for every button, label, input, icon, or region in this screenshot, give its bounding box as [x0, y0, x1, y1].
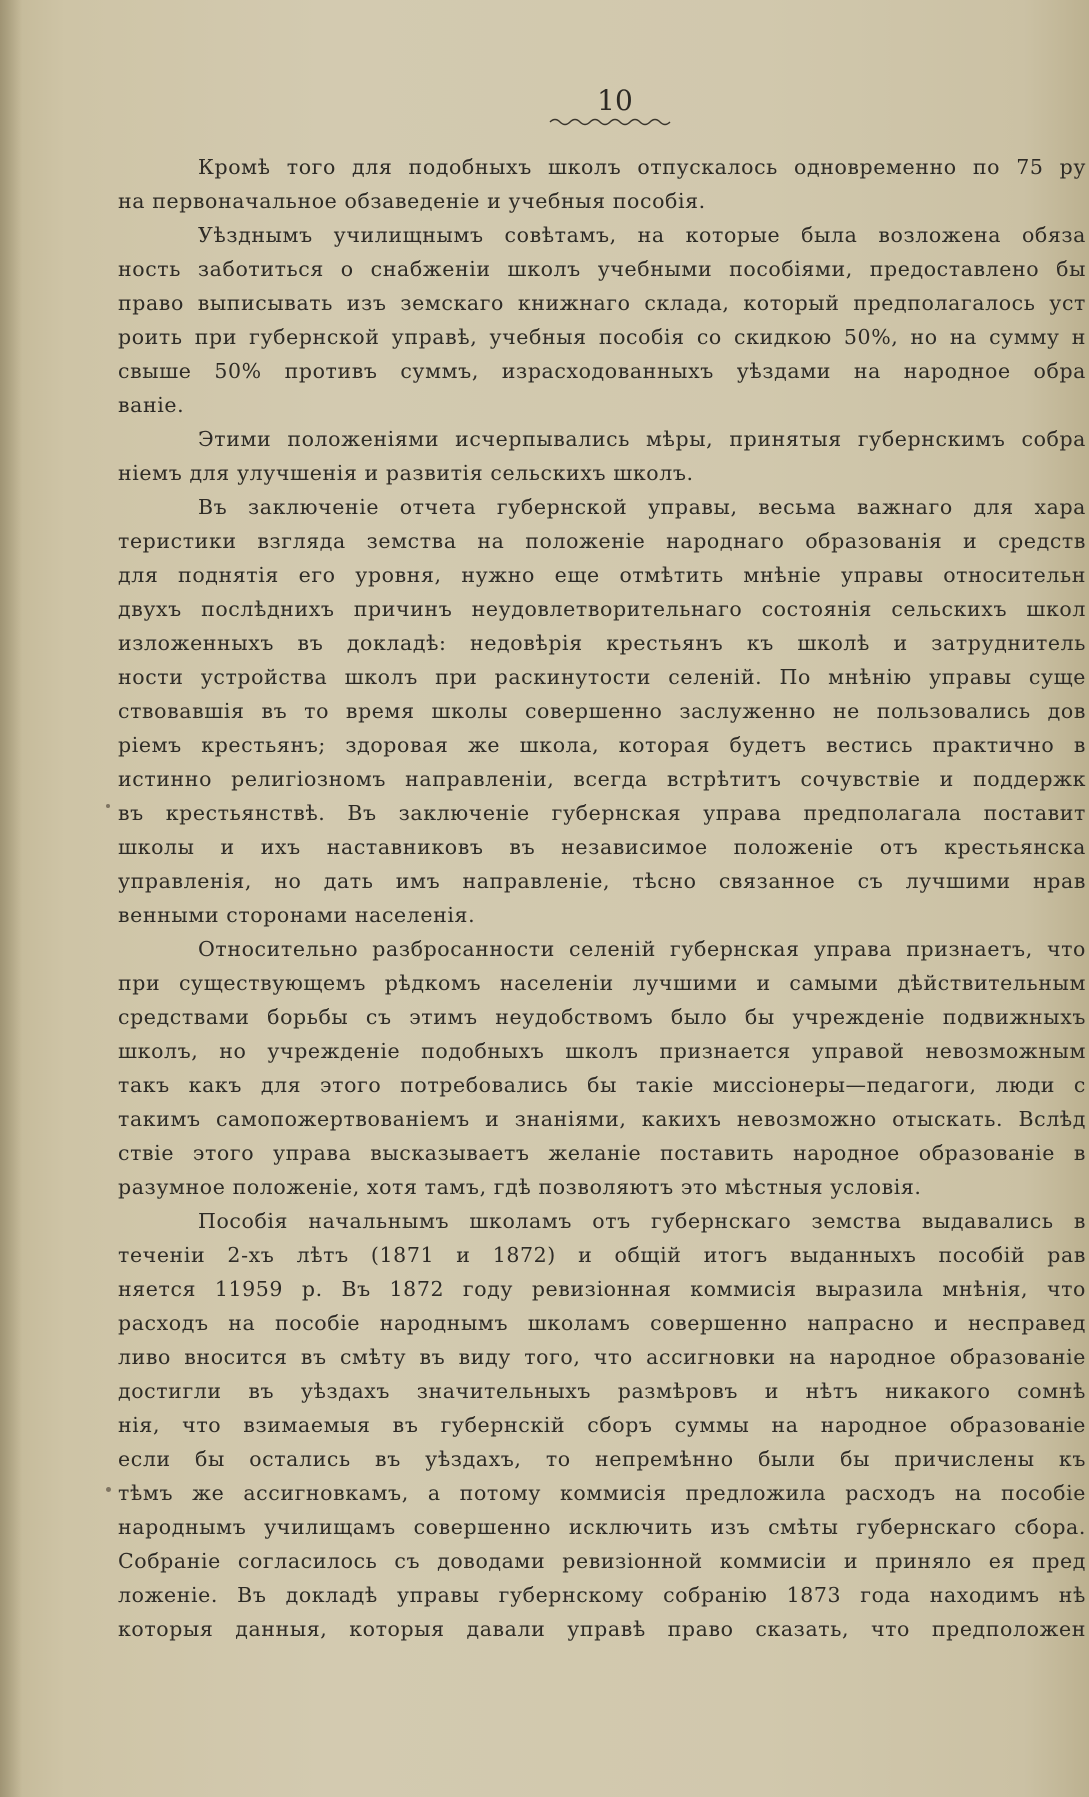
text-line: такимъ самопожертвованіемъ и знаніями, какихъ невозможно отыскать. Вслѣд: [118, 1107, 1086, 1131]
ink-speck: [106, 1487, 111, 1492]
text-line: разумное положеніе, хотя тамъ, гдѣ позволяютъ это мѣстныя условія.: [118, 1175, 922, 1199]
text-line: въ крестьянствѣ. Въ заключеніе губернская управа предполагала поставит: [118, 801, 1086, 825]
text-line: для поднятія его уровня, нужно еще отмѣтить мнѣніе управы относительн: [118, 563, 1086, 587]
text-line: ваніе.: [118, 393, 185, 417]
text-line: средствами борьбы съ этимъ неудобствомъ было бы учрежденіе подвижныхъ: [118, 1005, 1086, 1029]
text-line: расходъ на пособіе народнымъ школамъ совершенно напрасно и несправед: [118, 1311, 1086, 1335]
text-line: на первоначальное обзаведеніе и учебныя пособія.: [118, 189, 706, 213]
page-body: [118, 150, 1089, 1646]
text-line: такъ какъ для этого потребовались бы такіе миссіонеры—педагоги, люди с: [118, 1073, 1086, 1097]
text-line: ріемъ крестьянъ; здоровая же школа, которая будетъ вестись практично в: [118, 733, 1086, 757]
text-line: школъ, но учрежденіе подобныхъ школъ признается управой невозможным: [118, 1039, 1086, 1063]
text-line: если бы остались въ уѣздахъ, то непремѣнно были бы причислены къ: [118, 1447, 1086, 1471]
text-line: изложенныхъ въ докладѣ: недовѣрія крестьянъ къ школѣ и затруднитель: [118, 631, 1086, 655]
text-line: управленія, но дать имъ направленіе, тѣсно связанное съ лучшими нрав: [118, 869, 1086, 893]
text-line: двухъ послѣднихъ причинъ неудовлетворительнаго состоянія сельскихъ школ: [118, 597, 1086, 621]
text-line: которыя данныя, которыя давали управѣ право сказать, что предположен: [118, 1617, 1086, 1641]
text-line: роить при губернской управѣ, учебныя пособія со скидкою 50%, но на сумму н: [118, 325, 1086, 349]
text-line: истинно религіозномъ направленіи, всегда встрѣтитъ сочувствіе и поддержк: [118, 767, 1086, 791]
text-line: ности устройства школъ при раскинутости селеній. По мнѣнію управы суще: [118, 665, 1086, 689]
text-line: ствіе этого управа высказываетъ желаніе поставить народное образованіе в: [118, 1141, 1086, 1165]
text-line: ложеніе. Въ докладѣ управы губернскому собранію 1873 года находимъ нѣ: [118, 1583, 1086, 1607]
decorative-rule-ornament: [548, 116, 678, 126]
text-line: Относительно разбросанности селеній губернская управа признаетъ, что: [198, 937, 1086, 961]
text-line: Пособія начальнымъ школамъ отъ губернскаго земства выдавались в: [198, 1209, 1086, 1233]
text-line: свыше 50% противъ суммъ, израсходованныхъ уѣздами на народное обра: [118, 359, 1086, 383]
text-line: тѣмъ же ассигновкамъ, а потому коммисія предложила расходъ на пособіе: [118, 1481, 1086, 1505]
text-line: народнымъ училищамъ совершенно исключить изъ смѣты губернскаго сбора.: [118, 1515, 1086, 1539]
text-line: нія, что взимаемыя въ губернскій сборъ суммы на народное образованіе: [118, 1413, 1086, 1437]
text-line: венными сторонами населенія.: [118, 903, 476, 927]
text-line: Въ заключеніе отчета губернской управы, весьма важнаго для хара: [198, 495, 1086, 519]
text-line: ствовавшія въ то время школы совершенно заслуженно не пользовались дов: [118, 699, 1086, 723]
text-line: достигли въ уѣздахъ значительныхъ размѣровъ и нѣтъ никакого сомнѣ: [118, 1379, 1086, 1403]
text-line: теченіи 2-хъ лѣтъ (1871 и 1872) и общій итогъ выданныхъ пособій рав: [118, 1243, 1086, 1267]
text-line: при существующемъ рѣдкомъ населеніи лучшими и самыми дѣйствительным: [118, 971, 1086, 995]
ink-speck: [106, 804, 110, 808]
text-line: Уѣзднымъ училищнымъ совѣтамъ, на которые была возложена обяза: [198, 223, 1086, 247]
text-line: ливо вносится въ смѣту въ виду того, что ассигновки на народное образованіе: [118, 1345, 1086, 1369]
text-line: Этими положеніями исчерпывались мѣры, принятыя губернскимъ собра: [198, 427, 1086, 451]
text-line: Кромѣ того для подобныхъ школъ отпускалось одновременно по 75 ру: [198, 155, 1086, 179]
text-line: Собраніе согласилось съ доводами ревизіонной коммисіи и приняло ея пред: [118, 1549, 1086, 1573]
page-number: 10: [597, 84, 633, 117]
text-line: право выписывать изъ земскаго книжнаго склада, который предполагалось уст: [118, 291, 1086, 315]
text-line: теристики взгляда земства на положеніе народнаго образованія и средств: [118, 529, 1086, 553]
text-line: ніемъ для улучшенія и развитія сельскихъ школъ.: [118, 461, 694, 485]
text-line: школы и ихъ наставниковъ въ независимое положеніе отъ крестьянска: [118, 835, 1086, 859]
text-line: ность заботиться о снабженіи школъ учебными пособіями, предоставлено бы: [118, 257, 1086, 281]
text-line: няется 11959 р. Въ 1872 году ревизіонная коммисія выразила мнѣнія, что: [118, 1277, 1086, 1301]
